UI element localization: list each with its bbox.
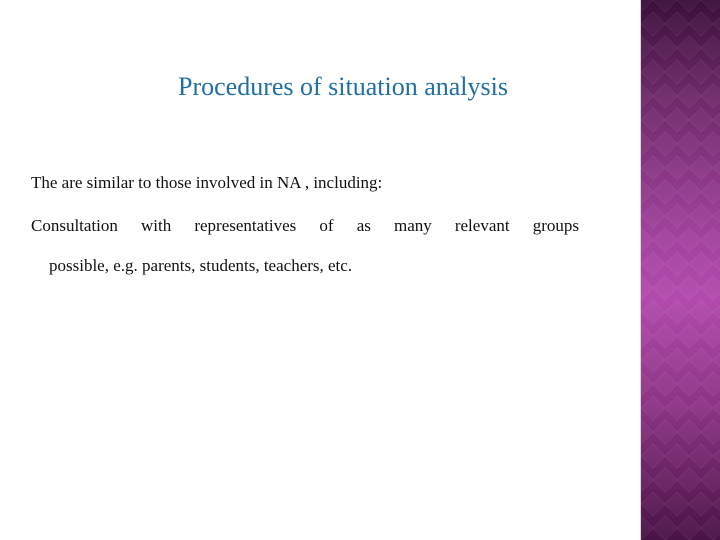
pattern-diamond [653,36,677,60]
pattern-diamond [689,156,713,180]
pattern-diamond [641,132,653,156]
pattern-diamond [641,372,653,396]
pattern-diamond [701,84,720,108]
pattern-diamond [689,396,713,420]
pattern-diamond [641,276,653,300]
pattern-diamond [653,420,677,444]
pattern-diamond [641,0,653,12]
pattern-diamond [641,12,665,36]
pattern-diamond [713,300,720,324]
diamond-pattern [641,0,720,540]
pattern-diamond [677,0,701,12]
pattern-diamond [701,516,720,540]
pattern-diamond [665,12,689,36]
pattern-diamond [701,372,720,396]
pattern-diamond [665,252,689,276]
pattern-diamond [653,516,677,540]
pattern-diamond [653,228,677,252]
pattern-diamond [641,108,665,132]
pattern-diamond [689,108,713,132]
pattern-diamond [713,156,720,180]
pattern-diamond [641,396,665,420]
pattern-diamond [713,348,720,372]
pattern-diamond [653,276,677,300]
pattern-diamond [677,372,701,396]
pattern-diamond [641,60,665,84]
pattern-diamond [713,252,720,276]
pattern-diamond [641,420,653,444]
pattern-diamond [713,60,720,84]
pattern-diamond [653,324,677,348]
pattern-diamond [677,228,701,252]
pattern-diamond [653,372,677,396]
pattern-diamond [641,84,653,108]
pattern-diamond [701,180,720,204]
pattern-diamond [677,36,701,60]
pattern-diamond [641,180,653,204]
pattern-diamond [713,396,720,420]
pattern-diamond [653,180,677,204]
pattern-diamond [665,444,689,468]
pattern-diamond [713,204,720,228]
pattern-diamond [689,492,713,516]
pattern-diamond [713,108,720,132]
pattern-diamond [665,300,689,324]
pattern-diamond [677,180,701,204]
pattern-diamond [677,84,701,108]
pattern-diamond [641,444,665,468]
pattern-diamond [677,276,701,300]
pattern-diamond [641,300,665,324]
pattern-diamond [713,444,720,468]
body-line-1: The are similar to those involved in NA , including: [31,173,383,192]
pattern-diamond [665,108,689,132]
pattern-diamond [701,420,720,444]
pattern-diamond [641,204,665,228]
body-line-3: possible, e.g. parents, students, teachers, etc. [49,256,353,275]
pattern-diamond [653,132,677,156]
pattern-diamond [665,348,689,372]
pattern-diamond [641,324,653,348]
pattern-diamond [701,36,720,60]
pattern-diamond [641,468,653,492]
pattern-diamond [701,468,720,492]
pattern-diamond [677,324,701,348]
pattern-diamond [701,276,720,300]
decorative-side-panel [641,0,720,540]
pattern-diamond [665,396,689,420]
pattern-diamond [665,60,689,84]
pattern-diamond [713,12,720,36]
pattern-diamond [689,60,713,84]
pattern-diamond [641,492,665,516]
pattern-diamond [653,0,677,12]
pattern-diamond [653,468,677,492]
pattern-diamond [689,12,713,36]
pattern-diamond [677,132,701,156]
pattern-diamond [665,492,689,516]
pattern-diamond [689,444,713,468]
pattern-diamond [689,300,713,324]
pattern-diamond [641,156,665,180]
pattern-diamond [701,324,720,348]
pattern-diamond [713,492,720,516]
slide-title: Procedures of situation analysis [178,72,508,101]
pattern-diamond [641,516,653,540]
pattern-diamond [677,468,701,492]
pattern-diamond [641,348,665,372]
pattern-diamond [665,156,689,180]
pattern-diamond [701,0,720,12]
body-line-2: Consultation with representatives of as many relevant groups [31,216,579,235]
pattern-diamond [641,252,665,276]
pattern-diamond [653,84,677,108]
pattern-diamond [689,252,713,276]
pattern-diamond [677,420,701,444]
pattern-diamond [665,204,689,228]
pattern-diamond [689,348,713,372]
pattern-diamond [701,228,720,252]
pattern-diamond [677,516,701,540]
pattern-diamond [701,132,720,156]
pattern-diamond [689,204,713,228]
pattern-diamond [641,36,653,60]
pattern-diamond [641,228,653,252]
